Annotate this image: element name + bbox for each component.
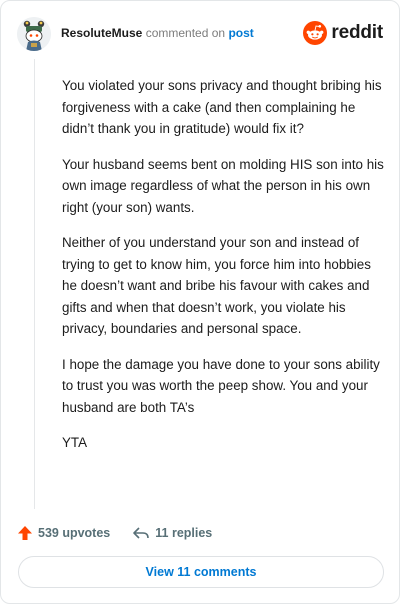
comment-paragraph: YTA [62, 435, 88, 450]
reddit-logo[interactable] [303, 20, 383, 46]
reddit-wordmark: reddit [331, 22, 383, 43]
reply-arrow-icon [132, 525, 150, 541]
comment-paragraph: I hope the damage you have done to your sons ability to trust you was worth the peep show. You and your husband are both TA’s [62, 356, 380, 415]
comment-actions [17, 523, 234, 543]
comment-paragraph: You violated your sons privacy and thought bribing his forgiveness with a cake (and then complaining he didn’t thank you in gratitude) would fix it? [62, 78, 382, 136]
upvote-arrow-icon [17, 525, 33, 541]
comment-header [17, 17, 383, 51]
view-comments-button[interactable]: View 11 comments [18, 556, 384, 588]
post-link[interactable]: post [228, 26, 254, 40]
thread-line[interactable] [34, 59, 35, 509]
comment-paragraph: Your husband seems bent on molding HIS son into his own image regardless of what the person in his own right (your son) wants. [62, 156, 384, 215]
upvote-count: 539 upvotes [38, 526, 111, 540]
user-avatar[interactable] [17, 17, 51, 51]
username-link[interactable]: ResoluteMuse [61, 26, 143, 40]
reply-count: 11 replies [155, 526, 213, 540]
avatar-icon [17, 17, 51, 51]
reddit-snoo-icon [303, 21, 327, 45]
replies-button[interactable] [132, 525, 212, 541]
comment-meta [61, 26, 254, 40]
comment-paragraph: Neither of you understand your son and instead of trying to get to know him, you force him into hobbies he doesn’t want and bribe his favour with cakes and gifts and when that doesn’t work, you violate his privacy, boundaries and personal space. [62, 235, 371, 336]
comment-verb: commented on [145, 26, 226, 40]
comment-body [62, 75, 384, 468]
upvote-button[interactable] [17, 525, 110, 541]
